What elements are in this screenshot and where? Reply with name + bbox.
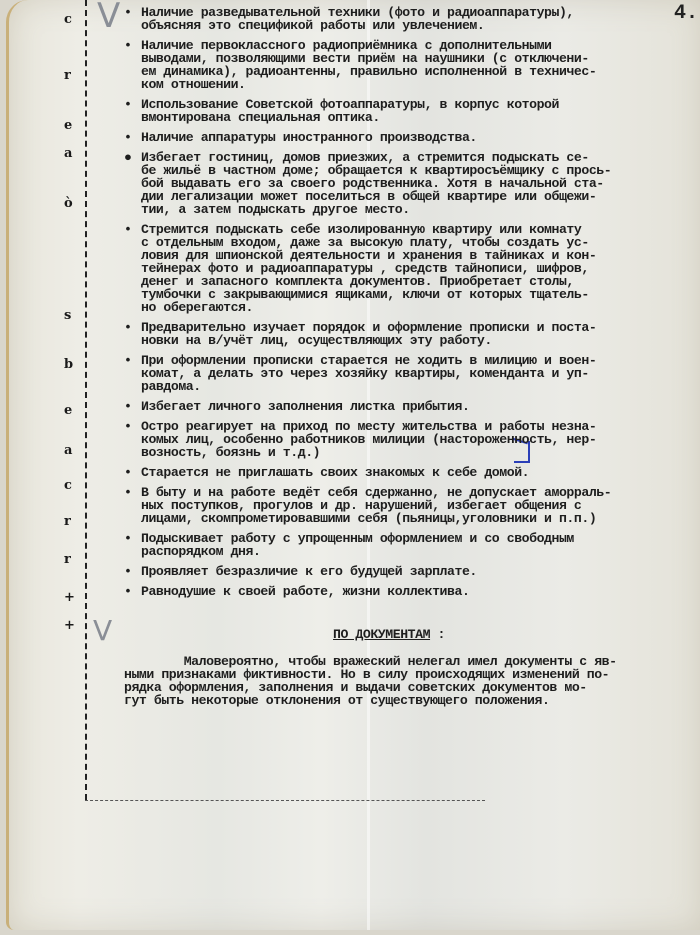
section-paragraph: Маловероятно, чтобы вражеский нелегал имел документы с яв- ными признаками фиктивности. Но в силу происходящих изменений по- рядка оформления, заполнения и выдачи советских документов мо- гут быть некоторые отклонения от существующего положения. xyxy=(124,654,617,708)
bullet-icon: • xyxy=(124,399,132,414)
list-item: • Предварительно изучает порядок и оформление прописки и поста- новки на в/учёт лиц, осуществляющих эту работу. xyxy=(124,320,597,348)
margin-mark: r xyxy=(64,514,71,529)
pencil-checkmark-icon: V xyxy=(97,0,121,36)
margin-mark: + xyxy=(64,618,75,633)
list-item: • Наличие разведывательной техники (фото и радиоаппаратуры), объясняя это спецификой работы или увлечением. xyxy=(124,5,574,33)
bottom-rule xyxy=(85,800,485,801)
list-item: • Равнодушие к своей работе, жизни коллектива. xyxy=(124,584,470,599)
bullet-icon: • xyxy=(124,419,132,434)
bullet-icon: • xyxy=(124,130,132,145)
bullet-icon: ● xyxy=(124,150,132,165)
pencil-checkmark-icon: V xyxy=(93,614,113,647)
bullet-icon: • xyxy=(124,485,132,500)
bullet-icon: • xyxy=(124,531,132,546)
margin-rule xyxy=(85,0,87,800)
margin-mark: e xyxy=(64,118,73,133)
list-item: • В быту и на работе ведёт себя сдержанно, не допускает аморраль- ных поступков, прогулов и др. нарушений, избегает общения с лицами, скомпрометировавшими себя (пьяницы,уголовники и п.п.) xyxy=(124,485,612,526)
list-item: • Стремится подыскать себе изолированную квартиру или комнату с отдельным входом, даже за высокую плату, чтобы создать ус- ловия для шпионской деятельности и хранения в тайниках и кон- тейнерах фото и радиоаппаратуры , средств тайнописи, шифров, денег и запасного комплекта документов. Приобретает столы, тумбочки с закрывающимися ящиками, ключи от которых тщатель- но оберегаются. xyxy=(124,222,597,315)
document-body xyxy=(124,6,684,707)
bullet-icon: • xyxy=(124,38,132,53)
margin-mark: s xyxy=(64,308,72,323)
section-heading: ПО ДОКУМЕНТАМ : xyxy=(333,627,445,642)
list-item: • Проявляет безразличие к его будущей зарплате. xyxy=(124,564,477,579)
list-item: • Подыскивает работу с упрощенным оформлением и со свободным распорядком дня. xyxy=(124,531,574,559)
bullet-icon: • xyxy=(124,320,132,335)
bullet-icon: • xyxy=(124,465,132,480)
list-item: • Остро реагирует на приход по месту жительства и работы незна- комых лиц, особенно работников милиции (настороженность, нер- возность, боязнь и т.д.) xyxy=(124,419,597,460)
margin-mark: a xyxy=(64,146,73,161)
list-item: • Старается не приглашать своих знакомых к себе домой. xyxy=(124,465,530,480)
margin-mark: r xyxy=(64,68,71,83)
bullet-icon: • xyxy=(124,5,132,20)
margin-mark: c xyxy=(64,478,72,493)
list-item: • При оформлении прописки старается не ходить в милицию и воен- комат, а делать это через хозяйку квартиры, коменданта и уп- равдома. xyxy=(124,353,597,394)
margin-mark: e xyxy=(64,403,73,418)
margin-mark: + xyxy=(64,590,75,605)
list-item: • Использование Советской фотоаппаратуры, в корпус которой вмонтирована специальная оптика. xyxy=(124,97,559,125)
margin-mark: b xyxy=(64,357,74,372)
document-page xyxy=(6,0,700,930)
margin-mark: a xyxy=(64,443,73,458)
bullet-icon: • xyxy=(124,353,132,368)
margin-mark: r xyxy=(64,552,71,567)
list-item: • Избегает личного заполнения листка прибытия. xyxy=(124,399,470,414)
section-heading-text: ПО ДОКУМЕНТАМ xyxy=(333,627,431,642)
page-number: 4. xyxy=(674,2,699,25)
bullet-icon: • xyxy=(124,584,132,599)
bullet-icon: • xyxy=(124,222,132,237)
bullet-icon: • xyxy=(124,564,132,579)
list-item: • Наличие первоклассного радиоприёмника с дополнительными выводами, позволяющими вести приём на наушники (с отключени- ем динамика), радиоантенны, правильно исполненной в техничес- ком отношении. xyxy=(124,38,597,92)
list-item: • Наличие аппаратуры иностранного производства. xyxy=(124,130,477,145)
margin-mark: c xyxy=(64,12,72,27)
margin-mark: ò xyxy=(64,196,73,211)
bullet-icon: • xyxy=(124,97,132,112)
list-item: ● Избегает гостиниц, домов приезжих, а стремится подыскать се- бе жильё в частном доме; обращается к квартиросъёмщику с прось- бой выдавать его за своего родственника. Хотя в начальной ста- дии легализации может поселиться в общей квартире или общежи- тии, а затем подыскать другое место. xyxy=(124,150,612,217)
